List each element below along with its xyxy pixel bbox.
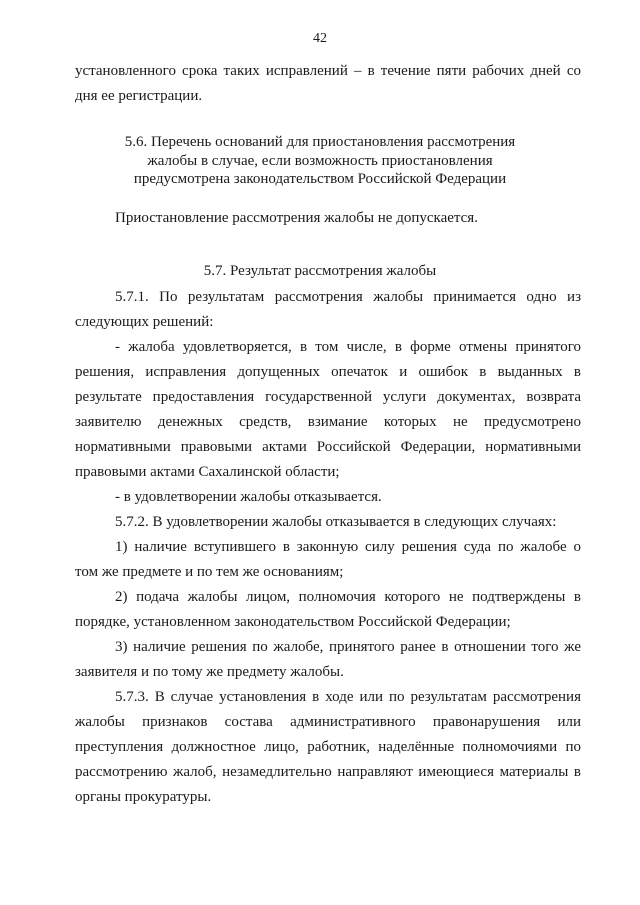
text-line: 5.7.2. В удовлетворении жалобы отказывается в следующих случаях:: [115, 514, 557, 530]
text-line: нормативными правовыми актами Российской Федерации, нормативными: [75, 439, 581, 455]
text-line: 5.7.1. По результатам рассмотрения жалобы принимается одно из: [115, 289, 581, 305]
text-line: 1) наличие вступившего в законную силу решения суда по жалобе о: [115, 539, 581, 555]
section-5-6-text: [75, 206, 581, 231]
text-line: установленного срока таких исправлений – в течение пяти рабочих дней со: [75, 63, 581, 79]
section-5-6-heading-line-3: предусмотрена законодательством Российской Федерации: [133, 171, 507, 187]
section-5-6-heading-line-1: 5.6. Перечень оснований для приостановления рассмотрения: [124, 134, 516, 150]
intro-paragraph: [75, 59, 581, 109]
text-line: 2) подача жалобы лицом, полномочия которого не подтверждены в: [115, 589, 581, 605]
text-line: - в удовлетворении жалобы отказывается.: [115, 489, 382, 505]
text-line: Приостановление рассмотрения жалобы не допускается.: [115, 210, 478, 226]
text-line: рассмотрению жалоб, незамедлительно направляют имеющиеся материалы в: [75, 764, 581, 780]
text-line: следующих решений:: [75, 314, 214, 330]
text-line: 3) наличие решения по жалобе, принятого ранее в отношении того же: [115, 639, 581, 655]
text-line: заявителя и по тому же предмету жалобы.: [75, 664, 344, 680]
text-line: заявителю денежных средств, взимание которых не предусмотрено: [75, 414, 581, 430]
text-line: 5.7.3. В случае установления в ходе или по результатам рассмотрения: [115, 689, 581, 705]
text-line: дня ее регистрации.: [75, 88, 203, 104]
text-line: том же предмете и по тем же основаниям;: [75, 564, 344, 580]
section-5-7-body: [75, 285, 581, 810]
section-5-6-heading-line-2: жалобы в случае, если возможность приостановления: [147, 153, 493, 169]
text-line: правовыми актами Сахалинской области;: [75, 464, 340, 480]
text-line: решения, исправления допущенных опечаток и ошибок в выданных в: [75, 364, 581, 380]
section-5-7-heading: 5.7. Результат рассмотрения жалобы: [203, 263, 437, 279]
text-line: органы прокуратуры.: [75, 789, 212, 805]
text-line: преступления должностное лицо, работник, наделённые полномочиями по: [75, 739, 581, 755]
text-line: жалобы признаков состава административного правонарушения или: [75, 714, 581, 730]
page-number: 42: [313, 31, 327, 46]
text-line: - жалоба удовлетворяется, в том числе, в форме отмены принятого: [115, 339, 581, 355]
text-line: результате предоставления государственной услуги документах, возврата: [75, 389, 581, 405]
text-line: порядке, установленном законодательством Российской Федерации;: [75, 614, 511, 630]
